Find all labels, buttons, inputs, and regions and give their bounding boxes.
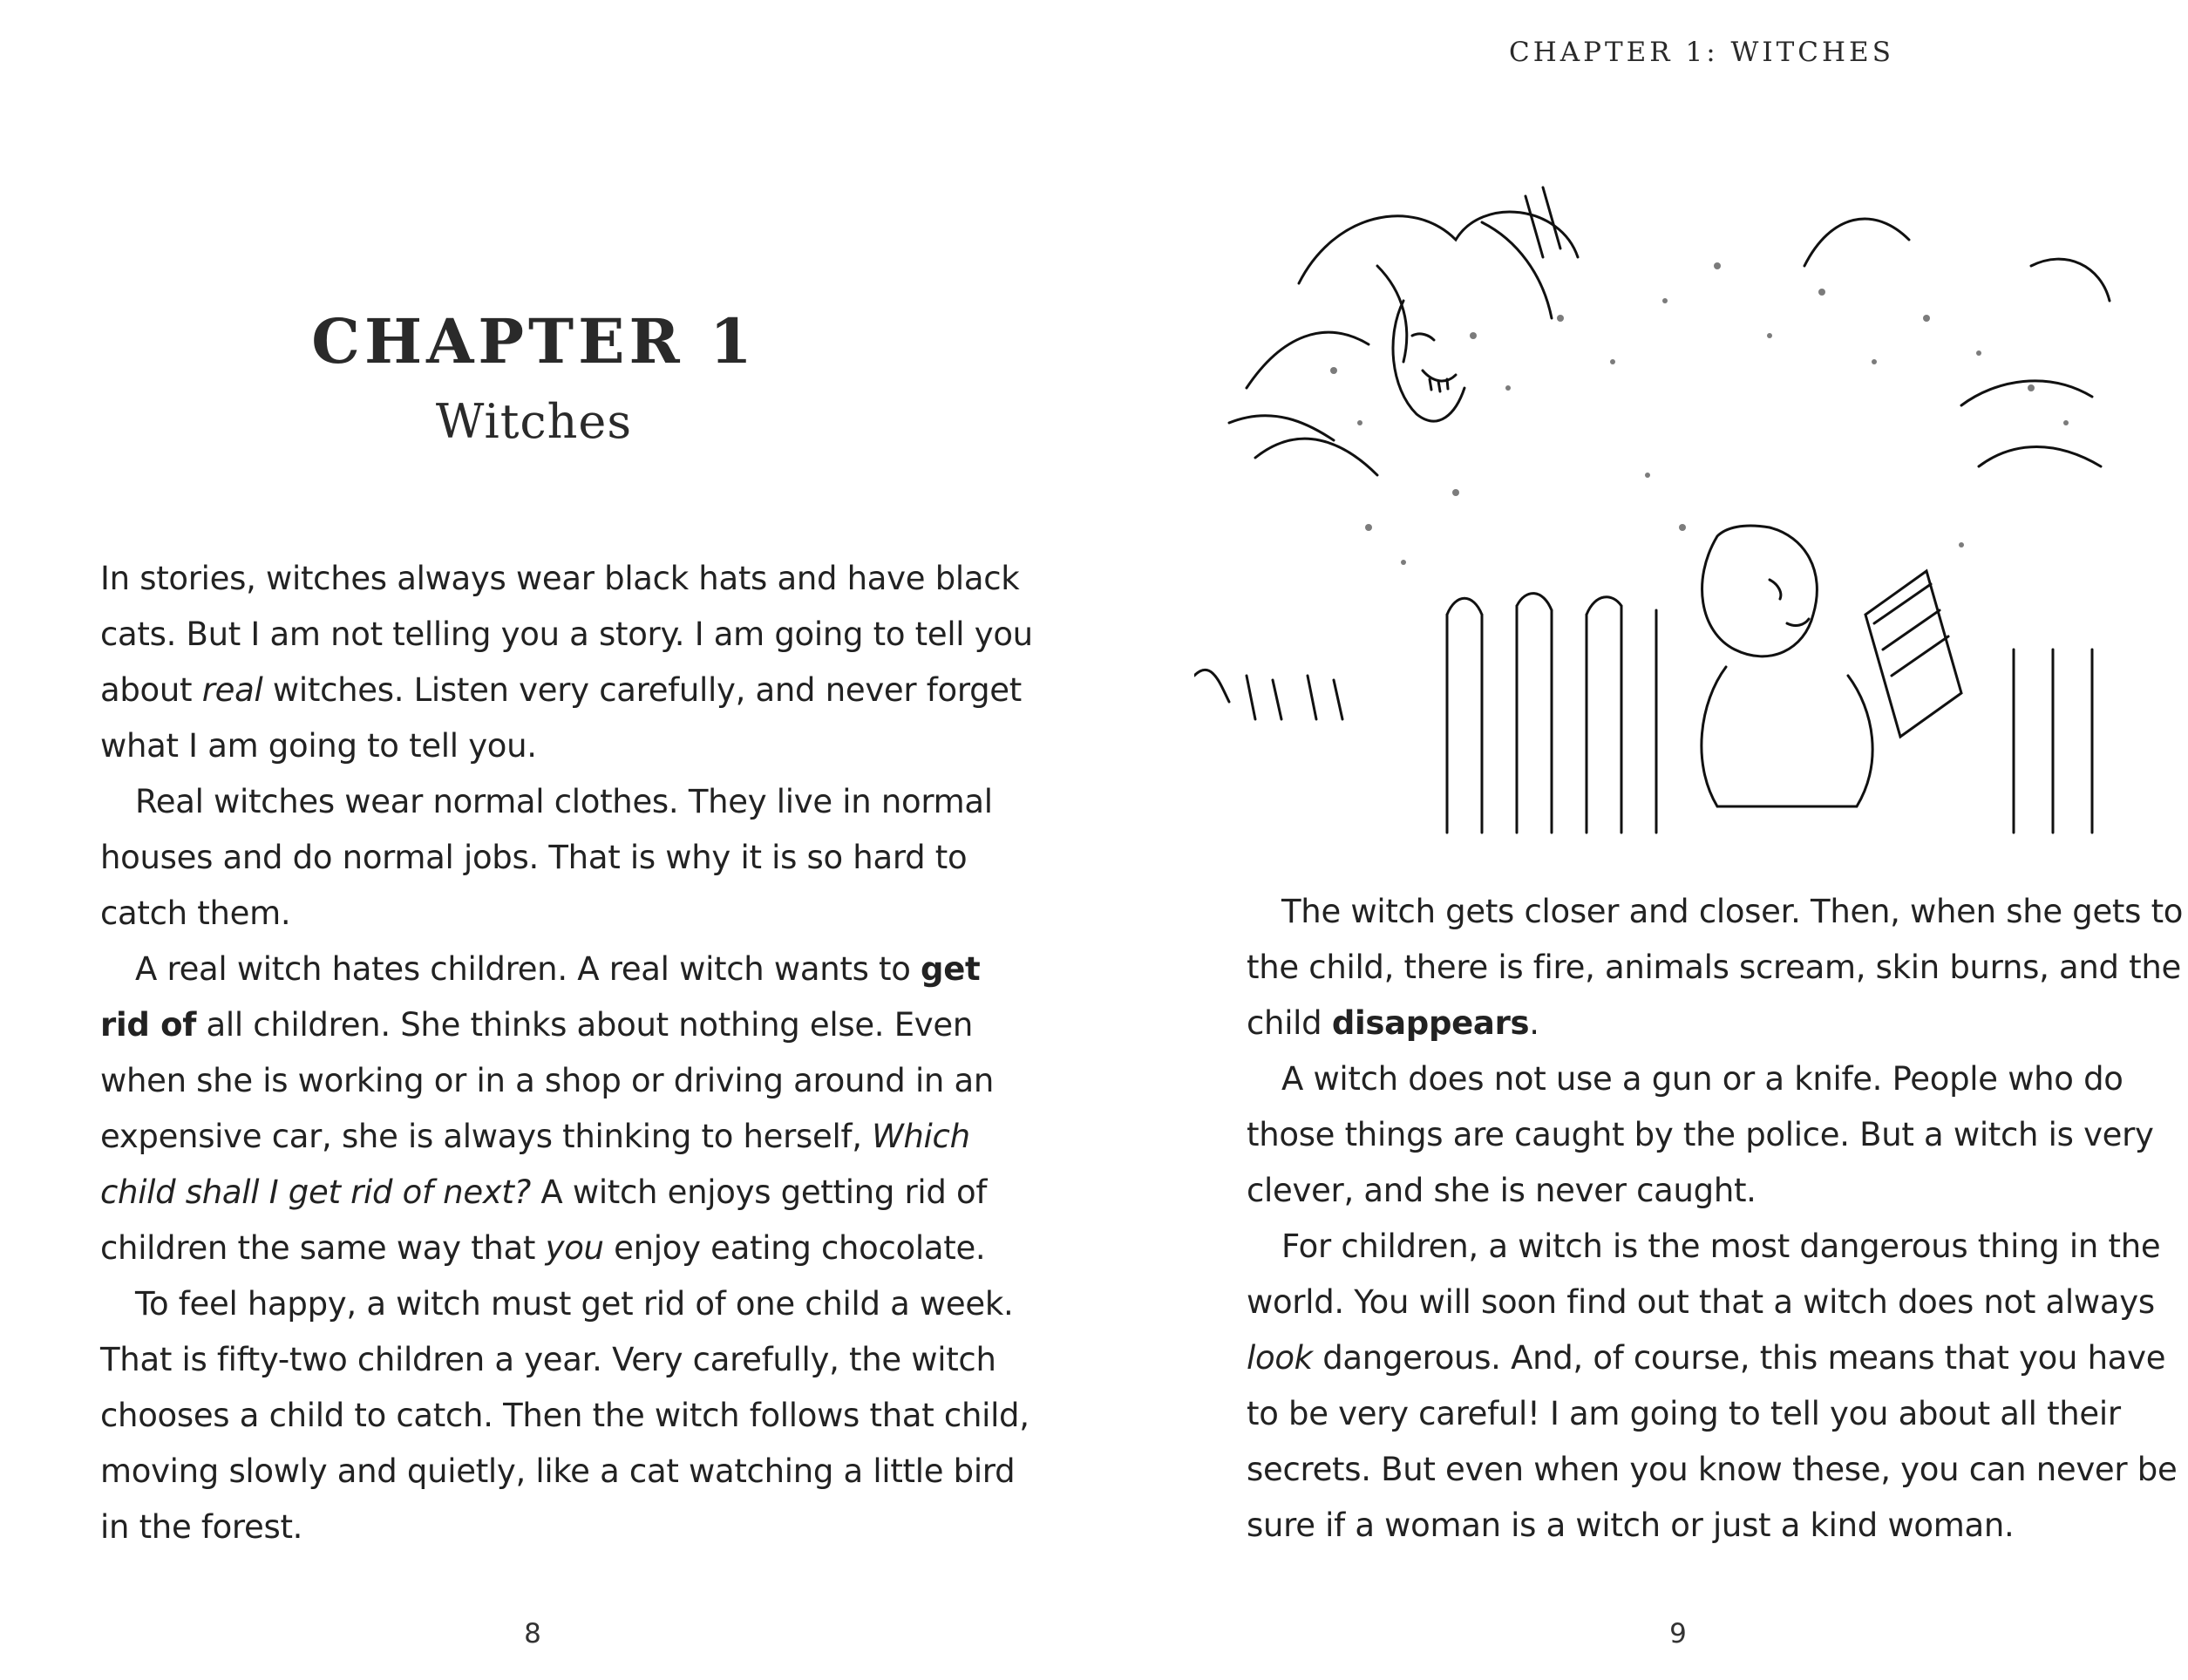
text-line: the child, there is fire, animals scream, skin burns, and the — [1247, 949, 2181, 986]
text-line: expensive car, she is always thinking to herself, Which — [100, 1118, 970, 1155]
text-line: The witch gets closer and closer. Then, when she gets to — [1281, 893, 2184, 930]
witch-illustration — [1194, 161, 2162, 837]
text-line: children the same way that you enjoy eating chocolate. — [100, 1229, 986, 1267]
witch-in-tree-icon — [1194, 161, 2162, 837]
chapter-title: Witches — [435, 394, 633, 449]
text-line: about real witches. Listen very carefully, and never forget — [100, 671, 1022, 709]
text-line: rid of all children. She thinks about nothing else. Even — [100, 1006, 973, 1044]
text-line: A witch does not use a gun or a knife. People who do — [1281, 1060, 2123, 1098]
text-line: secrets. But even when you know these, you can never be — [1247, 1451, 2178, 1488]
text-line: those things are caught by the police. But a witch is very — [1247, 1116, 2154, 1153]
page-number-right: 9 — [1669, 1618, 1687, 1649]
text-line: A real witch hates children. A real witch wants to get — [135, 950, 981, 988]
text-line: houses and do normal jobs. That is why it is so hard to — [100, 839, 968, 876]
text-line: in the forest. — [100, 1508, 303, 1546]
text-line: For children, a witch is the most dangerous thing in the — [1281, 1228, 2161, 1265]
text-line: look dangerous. And, of course, this means that you have — [1247, 1339, 2166, 1377]
text-line: moving slowly and quietly, like a cat watching a little bird — [100, 1452, 1016, 1490]
text-line: chooses a child to catch. Then the witch follows that child, — [100, 1397, 1029, 1434]
right-page-text — [1247, 884, 2184, 1554]
text-line: In stories, witches always wear black hats and have black — [100, 560, 1020, 597]
text-line: when she is working or in a shop or driving around in an — [100, 1062, 995, 1099]
page-number-left: 8 — [524, 1618, 541, 1649]
text-line: to be very careful! I am going to tell you about all their — [1247, 1395, 2121, 1432]
left-page-text — [100, 551, 1033, 1555]
text-line: child disappears. — [1247, 1004, 1539, 1042]
text-line: cats. But I am not telling you a story. I am going to tell you — [100, 616, 1033, 653]
text-line: what I am going to tell you. — [100, 727, 537, 765]
text-line: Real witches wear normal clothes. They live in normal — [135, 783, 993, 820]
text-line: catch them. — [100, 894, 291, 932]
text-line: child shall I get rid of next? A witch enjoys getting rid of — [100, 1173, 988, 1211]
chapter-number: CHAPTER 1 — [311, 305, 757, 377]
text-line: clever, and she is never caught. — [1247, 1172, 1757, 1209]
running-head: CHAPTER 1: WITCHES — [1509, 37, 1894, 68]
text-line: sure if a woman is a witch or just a kind woman. — [1247, 1507, 2015, 1544]
text-line: world. You will soon find out that a witch does not always — [1247, 1283, 2155, 1321]
text-line: To feel happy, a witch must get rid of one child a week. — [135, 1285, 1014, 1323]
text-line: That is fifty-two children a year. Very carefully, the witch — [100, 1341, 996, 1378]
